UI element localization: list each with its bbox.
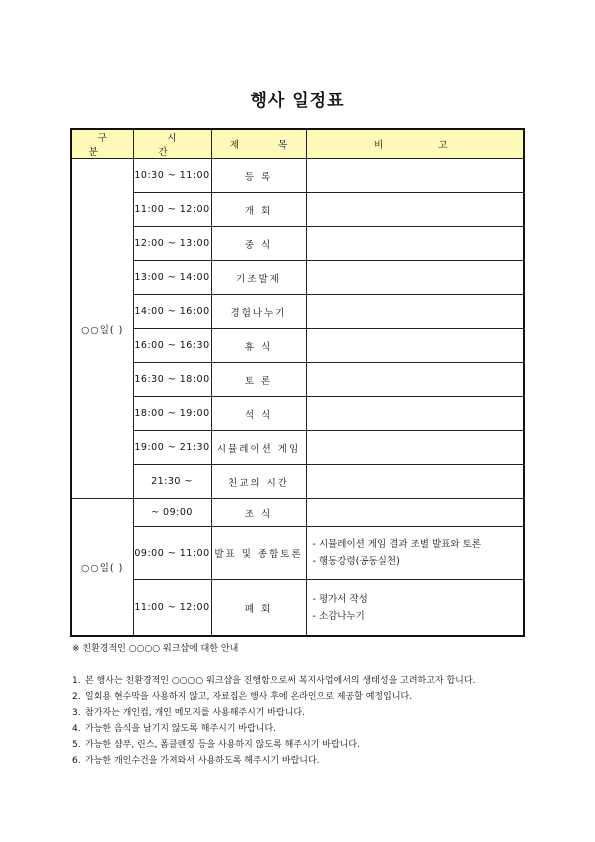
notice-header: ※ 친환경적인 ○○○○ 워크샵에 대한 안내 <box>72 644 239 654</box>
event-title-cell: 기조발제 <box>211 261 306 295</box>
table-row <box>71 499 524 527</box>
header-category: 구 분 <box>71 129 133 159</box>
note-cell <box>306 227 524 261</box>
notice-item <box>72 673 542 689</box>
event-title-cell: 중 식 <box>211 227 306 261</box>
day-label: ○○일( ) <box>71 159 133 499</box>
time-cell: 13:00 ~ 14:00 <box>133 261 211 295</box>
time-cell: 12:00 ~ 13:00 <box>133 227 211 261</box>
time-cell: 18:00 ~ 19:00 <box>133 397 211 431</box>
note-cell <box>306 193 524 227</box>
note-line: - 시뮬레이션 게임 결과 조별 발표와 토론 <box>312 539 481 550</box>
time-cell: 11:00 ~ 12:00 <box>133 193 211 227</box>
table-row <box>71 527 524 580</box>
schedule-table <box>70 128 525 637</box>
notice-number: 4. <box>72 724 81 734</box>
note-line: - 행동강령(공동실천) <box>312 556 400 567</box>
event-title-cell: 경험나누기 <box>211 295 306 329</box>
table-row <box>71 227 524 261</box>
table-row <box>71 159 524 193</box>
note-cell <box>306 499 524 527</box>
notice-text: 일회용 현수막을 사용하지 않고, 자료집은 행사 후에 온라인으로 제공할 예정입니다. <box>85 692 413 702</box>
note-cell <box>306 261 524 295</box>
event-title-cell: 폐 회 <box>211 580 306 637</box>
notice-text: 가능한 개인수건을 가져와서 사용하도록 해주시기 바랍니다. <box>85 756 320 766</box>
table-row <box>71 397 524 431</box>
table-row <box>71 580 524 637</box>
notice-number: 3. <box>72 708 81 718</box>
event-title-cell: 휴 식 <box>211 329 306 363</box>
time-cell: 16:00 ~ 16:30 <box>133 329 211 363</box>
note-line: - 평가서 작성 <box>312 593 368 605</box>
table-row <box>71 465 524 499</box>
notice-item <box>72 721 542 737</box>
notice-number: 2. <box>72 692 81 702</box>
table-row <box>71 329 524 363</box>
time-cell: ~ 09:00 <box>133 499 211 527</box>
note-cell <box>306 329 524 363</box>
table-header-row <box>71 129 524 159</box>
event-title-cell: 등 록 <box>211 159 306 193</box>
day-label: ○○일( ) <box>71 499 133 637</box>
notice-number: 5. <box>72 740 81 750</box>
table-row <box>71 261 524 295</box>
event-title-cell: 친교의 시간 <box>211 465 306 499</box>
event-title-cell: 석 식 <box>211 397 306 431</box>
note-cell <box>306 363 524 397</box>
note-line: - 소감나누기 <box>312 610 365 622</box>
notice-text: 본 행사는 친환경적인 ○○○○ 워크샵을 진행함으로써 복지사업에서의 생태성을 고려하고자 합니다. <box>85 676 476 686</box>
event-title-cell: 토 론 <box>211 363 306 397</box>
time-cell: 10:30 ~ 11:00 <box>133 159 211 193</box>
time-cell: 14:00 ~ 16:00 <box>133 295 211 329</box>
event-title-cell: 개 회 <box>211 193 306 227</box>
notice-list <box>72 673 542 769</box>
event-title-cell: 시뮬레이션 게임 <box>211 431 306 465</box>
notice-number: 6. <box>72 756 81 766</box>
time-cell: 16:30 ~ 18:00 <box>133 363 211 397</box>
page-title: 행사 일정표 <box>250 91 345 111</box>
note-cell <box>306 295 524 329</box>
notice-text: 가능한 음식을 남기지 않도록 해주시기 바랍니다. <box>85 724 277 734</box>
event-title-cell: 조 식 <box>211 499 306 527</box>
notice-section <box>72 641 542 769</box>
note-cell <box>306 465 524 499</box>
notice-item <box>72 689 542 705</box>
notice-item <box>72 753 542 769</box>
notice-number: 1. <box>72 676 81 686</box>
note-cell <box>306 397 524 431</box>
schedule-body <box>71 159 524 637</box>
notice-text: 가능한 샴푸, 린스, 폼클렌징 등을 사용하지 않도록 해주시기 바랍니다. <box>85 740 360 750</box>
table-row <box>71 193 524 227</box>
header-time: 시 간 <box>133 129 211 159</box>
note-cell <box>306 580 524 637</box>
header-title: 제 목 <box>211 129 306 159</box>
note-cell <box>306 527 524 580</box>
time-cell: 09:00 ~ 11:00 <box>133 527 211 580</box>
notice-item <box>72 705 542 721</box>
time-cell: 21:30 ~ <box>133 465 211 499</box>
note-cell <box>306 159 524 193</box>
table-row <box>71 295 524 329</box>
header-notes: 비 고 <box>306 129 524 159</box>
table-row <box>71 431 524 465</box>
notice-item <box>72 737 542 753</box>
notice-text: 참가자는 개인컵, 개인 메모지를 사용해주시기 바랍니다. <box>85 708 305 718</box>
time-cell: 19:00 ~ 21:30 <box>133 431 211 465</box>
table-row <box>71 363 524 397</box>
note-cell <box>306 431 524 465</box>
time-cell: 11:00 ~ 12:00 <box>133 580 211 637</box>
event-title-cell: 발표 및 종합토론 <box>211 527 306 580</box>
